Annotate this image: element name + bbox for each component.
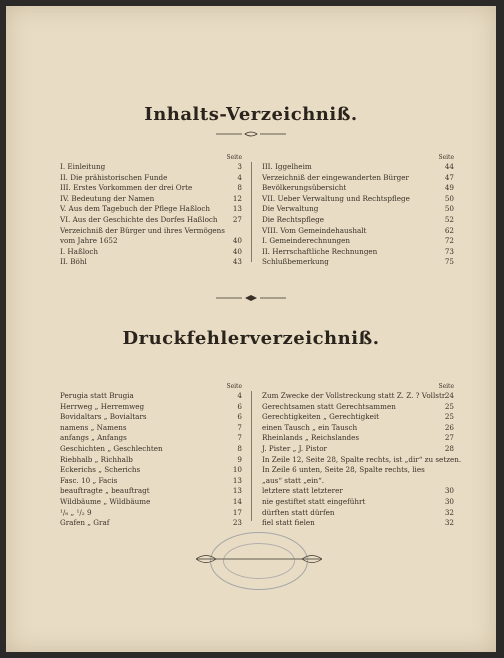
errata-entry-page: 25 — [444, 412, 454, 422]
errata-right-page-label: Seite — [438, 383, 454, 390]
toc-entry-page: 8 — [237, 183, 242, 193]
errata-entry — [262, 423, 454, 434]
errata-entry-text: Gerechtigkeiten „ Gerechtigkeit — [262, 412, 380, 422]
errata-entry-page: 17 — [232, 507, 242, 517]
toc-entry-text: vom Jahre 1652 — [60, 236, 118, 246]
errata-entry-page: 32 — [444, 518, 454, 528]
toc-entry — [262, 204, 454, 215]
errata-entry-page: 10 — [232, 465, 242, 475]
toc-entry — [262, 236, 454, 247]
toc-entry-text: II. Böhl — [60, 257, 87, 267]
errata-entry-page: 30 — [444, 496, 454, 506]
errata-title: Druckfehlerverzeichniß. — [122, 328, 380, 349]
errata-left-column — [60, 382, 242, 529]
ornament-rule-middle — [216, 294, 286, 302]
toc-entry-page: 27 — [232, 214, 242, 224]
toc-entry-page: 62 — [444, 225, 454, 235]
errata-entry — [262, 454, 462, 466]
errata-entry-text: J. Pister „ J. Pistor — [262, 443, 327, 453]
errata-entry-text: beauftragte „ beauftragt — [60, 486, 150, 496]
errata-entry-page: 26 — [444, 422, 454, 432]
errata-entry-text: Wildbäume „ Wildbäume — [60, 496, 151, 506]
errata-entry-page: 7 — [237, 433, 242, 443]
errata-entry-page: 13 — [232, 475, 242, 485]
errata-entry-text: Gerechtsamen statt Gerechtsammen — [262, 401, 396, 411]
errata-entry — [262, 412, 454, 423]
toc-entry-page: 75 — [444, 257, 454, 267]
errata-entry-text: Riebhalb „ Richhalb — [60, 454, 133, 464]
errata-entry-page: 4 — [237, 391, 242, 400]
errata-entry-text: letztere statt letzterer — [262, 486, 343, 496]
toc-entry-page: 40 — [232, 246, 242, 256]
toc-entry-text: IV. Bedeutung der Namen — [60, 193, 155, 203]
errata-entry-page: 6 — [237, 401, 242, 411]
errata-entry — [60, 391, 242, 402]
toc-entry-text: III. Iggelheim — [262, 162, 312, 171]
toc-right-column — [262, 153, 454, 268]
errata-entry-text: Rheinlands „ Reichslandes — [262, 433, 360, 443]
toc-entry — [262, 247, 454, 258]
errata-entry-text: „aus“ statt „ein“. — [262, 475, 325, 485]
toc-entry-page: 43 — [232, 257, 242, 267]
errata-entry — [60, 444, 242, 455]
toc-entry — [262, 162, 454, 173]
errata-entry-text: Perugia statt Brugia — [60, 391, 134, 400]
toc-entry-page: 49 — [444, 183, 454, 193]
toc-entry — [60, 257, 242, 268]
errata-entry — [60, 455, 242, 466]
toc-entry-text: I. Haßloch — [60, 246, 99, 256]
errata-entry — [60, 486, 242, 497]
errata-entry — [262, 518, 454, 529]
errata-right-column — [262, 382, 462, 529]
errata-entry-page: 14 — [232, 496, 242, 506]
toc-entry-page: 44 — [444, 162, 454, 171]
toc-entry-text: Verzeichniß der Bürger und ihres Vermögens — [60, 225, 225, 235]
toc-title: Inhalts-Verzeichniß. — [144, 104, 358, 125]
toc-entry-text: II. Die prähistorischen Funde — [60, 172, 168, 182]
errata-entry — [60, 402, 242, 413]
errata-entry-page: 24 — [444, 391, 454, 400]
errata-entry — [60, 508, 242, 519]
errata-entry — [60, 423, 242, 434]
errata-entry-text: In Zeile 6 unten, Seite 28, Spalte rechts, lies — [262, 465, 425, 475]
errata-entry-page: 8 — [237, 443, 242, 453]
toc-entry-page: 52 — [444, 214, 454, 224]
errata-entry-text: Geschichten „ Geschlechten — [60, 443, 163, 453]
errata-entry-text: Zum Zwecke der Vollstreckung statt Z. Z. ? Vollstr. — [262, 391, 447, 400]
toc-entry — [60, 173, 242, 184]
errata-column-divider — [251, 391, 252, 521]
toc-entry-text: Die Verwaltung — [262, 204, 319, 214]
errata-entry — [60, 412, 242, 423]
toc-entry — [262, 226, 454, 237]
toc-entry-page: 40 — [232, 236, 242, 246]
toc-entry — [60, 236, 242, 247]
errata-entry — [262, 465, 454, 476]
errata-entry — [262, 433, 454, 444]
toc-entry — [60, 162, 242, 173]
errata-entry — [60, 465, 242, 476]
errata-entry-text: namens „ Namens — [60, 422, 127, 432]
errata-entry — [262, 444, 454, 455]
toc-entry-page: 13 — [232, 204, 242, 214]
toc-entry-text: III. Erstes Vorkommen der drei Orte — [60, 183, 193, 193]
errata-entry-page: 32 — [444, 507, 454, 517]
toc-entry-page: 4 — [237, 172, 242, 182]
errata-entry-text: einen Tausch „ ein Tausch — [262, 422, 358, 432]
toc-entry — [262, 173, 454, 184]
errata-entry-text: Eckerichs „ Scherichs — [60, 465, 141, 475]
errata-entry-page: 23 — [232, 518, 242, 528]
document-page — [6, 6, 496, 652]
errata-entry — [60, 433, 242, 444]
toc-entry — [60, 194, 242, 205]
errata-entry — [262, 508, 454, 519]
errata-entry-page: 30 — [444, 486, 454, 496]
toc-entry-page: 73 — [444, 246, 454, 256]
errata-entry-text: anfangs „ Anfangs — [60, 433, 127, 443]
toc-entry-page: 50 — [444, 193, 454, 203]
errata-entry-page: 6 — [237, 412, 242, 422]
errata-entry-text: dürften statt dürfen — [262, 507, 335, 517]
errata-entry-page: 13 — [232, 486, 242, 496]
toc-entry-text: V. Aus dem Tagebuch der Pflege Haßloch — [60, 204, 211, 214]
errata-entry-text: ¹/₈ „ ¹/₂ 9 — [60, 507, 92, 517]
toc-entry-text: II. Herrschaftliche Rechnungen — [262, 246, 378, 256]
toc-entry — [60, 183, 242, 194]
toc-entry-text: VI. Aus der Geschichte des Dorfes Haßloch — [60, 214, 218, 224]
errata-entry — [60, 518, 242, 529]
errata-entry — [262, 402, 454, 413]
errata-entry-text: fiel statt fielen — [262, 518, 315, 528]
toc-entry — [60, 215, 242, 226]
library-stamp-icon — [210, 532, 308, 590]
toc-left-page-label: Seite — [226, 154, 242, 161]
errata-entry — [262, 497, 454, 508]
toc-entry-text: VII. Ueber Verwaltung und Rechtspflege — [262, 193, 410, 203]
toc-column-divider — [251, 162, 252, 262]
toc-entry-text: VIII. Vom Gemeindehaushalt — [262, 225, 367, 235]
toc-entry — [262, 183, 454, 194]
toc-entry — [262, 194, 454, 205]
toc-entry-text: I. Gemeinderechnungen — [262, 236, 350, 246]
errata-left-page-label: Seite — [226, 383, 242, 390]
toc-right-page-label: Seite — [438, 154, 454, 161]
ornament-rule-top — [216, 130, 286, 138]
toc-entry — [60, 204, 242, 215]
errata-entry-text: In Zeile 12, Seite 28, Spalte rechts, ist „dir“ zu setzen. — [262, 454, 462, 464]
toc-entry — [60, 247, 242, 258]
errata-entry-text: nie gestiftet statt eingeführt — [262, 496, 366, 506]
errata-entry-page: 25 — [444, 401, 454, 411]
errata-entry — [60, 476, 242, 487]
toc-entry-text: I. Einleitung — [60, 162, 106, 171]
toc-entry — [262, 215, 454, 226]
errata-entry — [262, 391, 454, 402]
errata-entry-page: 9 — [237, 454, 242, 464]
toc-left-column — [60, 153, 242, 268]
errata-entry — [262, 476, 454, 487]
toc-entry-page: 50 — [444, 204, 454, 214]
errata-entry-page: 7 — [237, 422, 242, 432]
toc-entry-page: 72 — [444, 236, 454, 246]
errata-entry — [262, 486, 454, 497]
toc-entry — [262, 257, 454, 268]
errata-entry-text: Bovidaltars „ Bovialtars — [60, 412, 147, 422]
toc-entry-text: Die Rechtspflege — [262, 214, 324, 224]
errata-entry — [60, 497, 242, 508]
toc-entry-text: Bevölkerungsübersicht — [262, 183, 347, 193]
errata-entry-text: Grafen „ Graf — [60, 518, 110, 528]
errata-entry-text: Fasc. 10 „ Facis — [60, 475, 118, 485]
toc-entry-page: 3 — [237, 162, 242, 171]
toc-entry-text: Verzeichniß der eingewanderten Bürger — [262, 172, 409, 182]
errata-entry-page: 28 — [444, 443, 454, 453]
toc-entry-page: 12 — [232, 193, 242, 203]
toc-entry-page: 47 — [444, 172, 454, 182]
errata-entry-page: 27 — [444, 433, 454, 443]
toc-entry-text: Schlußbemerkung — [262, 257, 329, 267]
errata-entry-text: Herrweg „ Herremweg — [60, 401, 145, 411]
toc-entry — [60, 226, 242, 237]
